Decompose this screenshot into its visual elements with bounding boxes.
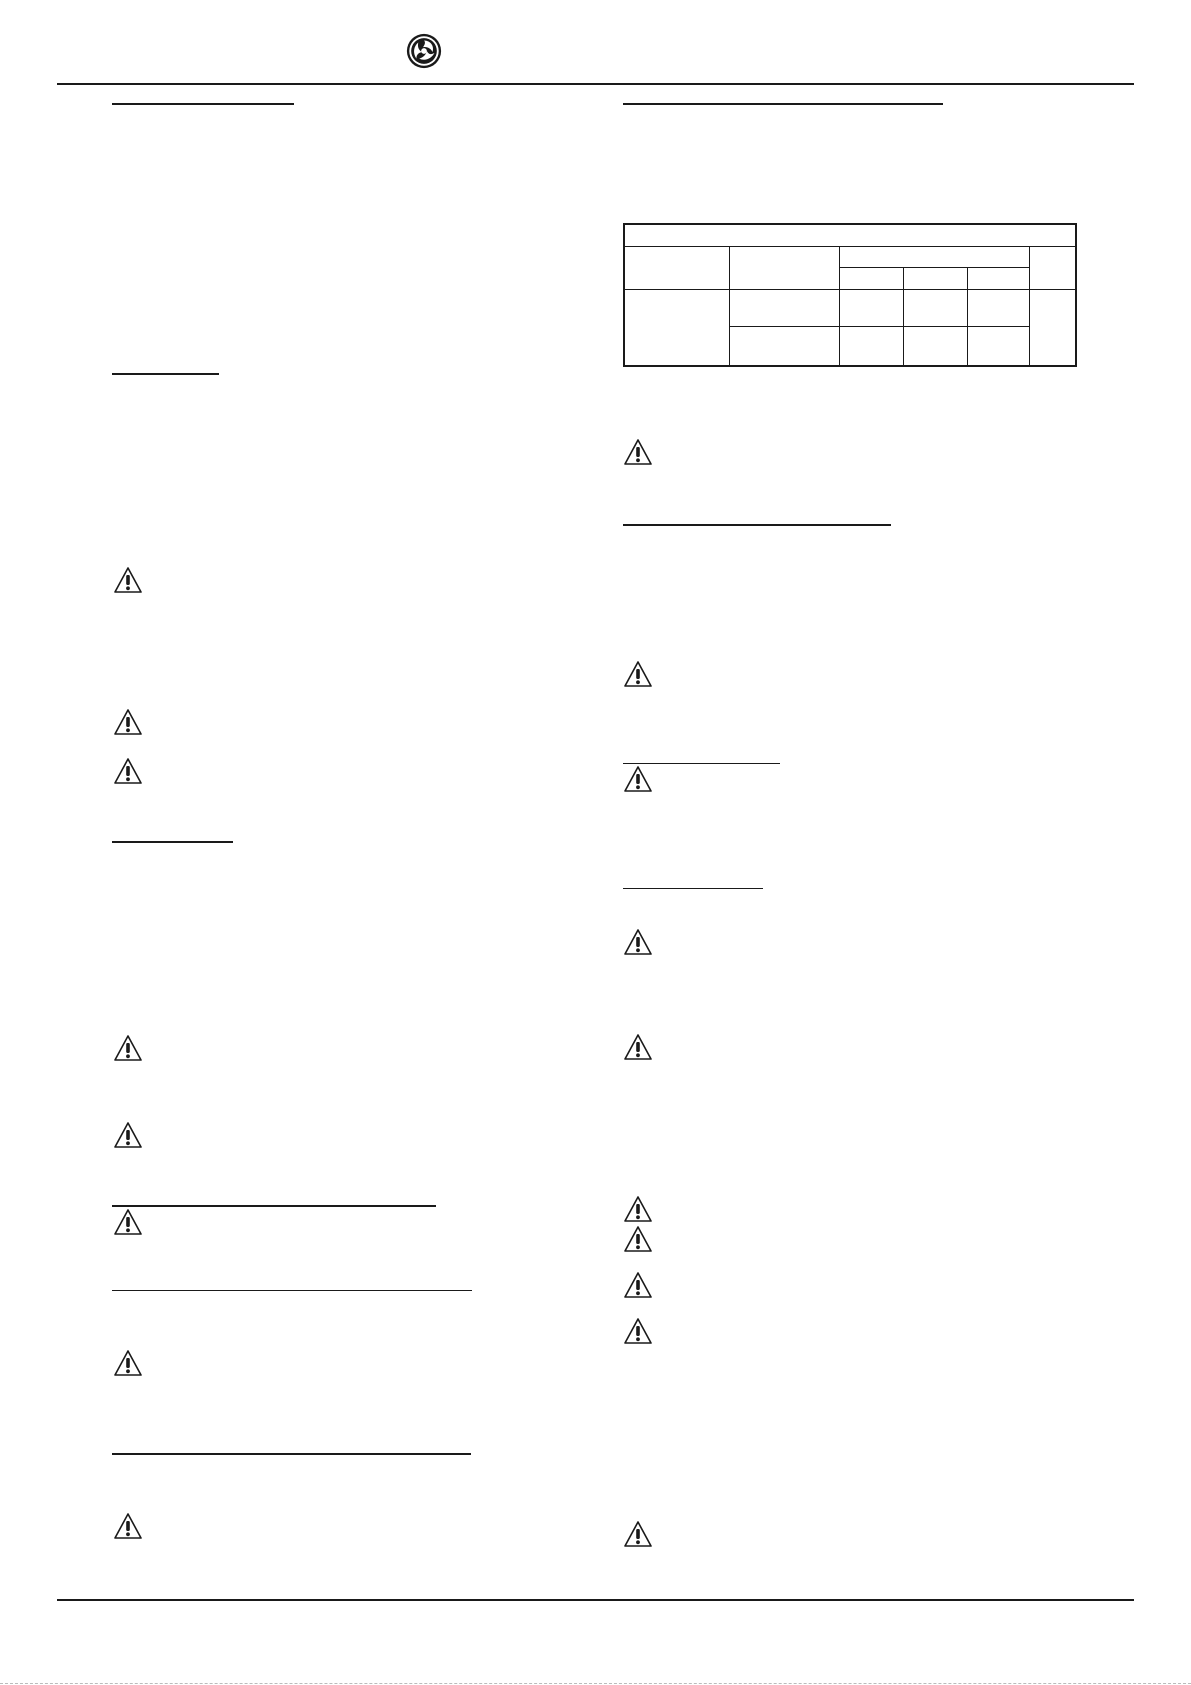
warning-icon: [623, 765, 653, 793]
section-heading-underline: [112, 373, 219, 375]
header-rule: [57, 83, 1134, 85]
table-title-row-divider: [625, 246, 1075, 247]
warning-icon: [113, 566, 143, 594]
warning-icon: [623, 1271, 653, 1299]
warning-icon: [113, 1034, 143, 1062]
warning-icon: [623, 1225, 653, 1253]
warning-icon: [623, 928, 653, 956]
section-heading-underline: [112, 1205, 436, 1207]
footer-rule: [57, 1599, 1134, 1601]
warning-icon: [113, 1121, 143, 1149]
warning-icon: [113, 757, 143, 785]
warning-icon: [113, 1208, 143, 1236]
section-heading-underline: [112, 1453, 471, 1455]
warning-icon: [623, 1317, 653, 1345]
warning-icon: [623, 1033, 653, 1061]
section-heading-underline: [623, 763, 780, 764]
section-heading-underline: [623, 888, 763, 889]
table-row-divider: [729, 326, 1029, 327]
warning-icon: [113, 1512, 143, 1540]
section-heading-underline: [112, 841, 233, 843]
section-heading-underline: [112, 103, 294, 105]
brand-logo-icon: [405, 32, 443, 70]
warning-icon: [113, 1349, 143, 1377]
section-heading-underline: [623, 103, 943, 105]
warning-icon: [623, 660, 653, 688]
warning-icon: [623, 1195, 653, 1223]
table-subheader-divider: [839, 267, 1029, 268]
table-col-divider: [903, 267, 904, 367]
specification-table: [623, 223, 1077, 367]
warning-icon: [623, 438, 653, 466]
table-col-divider: [839, 246, 840, 367]
section-heading-underline: [623, 524, 891, 526]
table-header-divider: [625, 289, 1075, 290]
table-col-divider: [729, 246, 730, 367]
warning-icon: [113, 708, 143, 736]
section-heading-underline: [112, 1290, 472, 1291]
warning-icon: [623, 1520, 653, 1548]
table-col-divider: [967, 267, 968, 367]
table-col-divider: [1029, 246, 1030, 367]
